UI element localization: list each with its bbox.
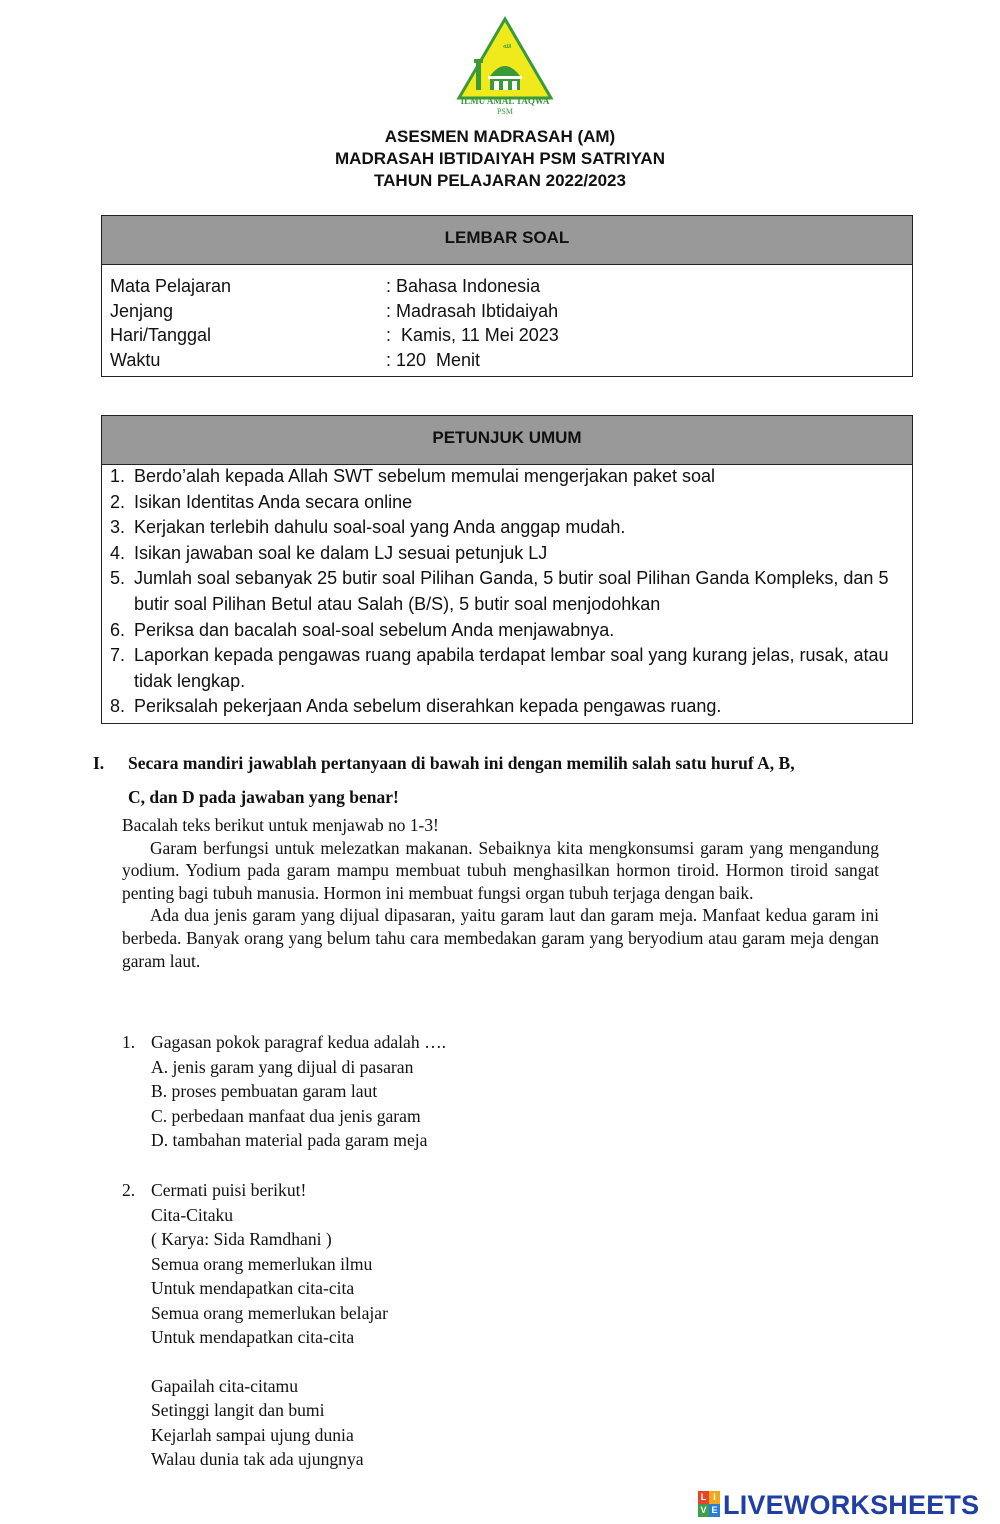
question-text: Cermati puisi berikut! — [151, 1180, 307, 1200]
petunjuk-umum-box — [101, 415, 913, 724]
question-number: 2. — [122, 1180, 136, 1200]
poem-line: Semua orang memerlukan belajar — [151, 1302, 388, 1323]
info-label: Jenjang — [110, 300, 174, 321]
instruction-number: 3. — [110, 517, 126, 538]
instruction-text: Laporkan kepada pengawas ruang apabila terdapat lembar soal yang kurang jelas, rusak, atau tidak lengkap. — [134, 645, 889, 691]
header-line-1: ASESMEN MADRASAH (AM) — [384, 127, 616, 146]
section-number: I. — [93, 753, 105, 773]
liveworksheets-logo — [698, 1488, 998, 1522]
instruction-item — [110, 515, 906, 541]
instruction-number: 8. — [110, 696, 126, 717]
info-label: Hari/Tanggal — [110, 325, 212, 345]
poem-line: Walau dunia tak ada ujungnya — [151, 1449, 364, 1470]
instruction-number: 6. — [110, 619, 126, 640]
instruction-item — [110, 490, 906, 516]
svg-text:ﷲ: ﷲ — [502, 42, 508, 50]
reading-passage — [122, 814, 879, 972]
option-a[interactable]: A. jenis garam yang dijual di pasaran — [151, 1056, 414, 1077]
header-line-2: MADRASAH IBTIDAIYAH PSM SATRIYAN — [335, 149, 665, 168]
school-logo — [454, 16, 556, 120]
reading-intro: Bacalah teks berikut untuk menjawab no 1-3! — [122, 815, 439, 835]
info-value: : 120 Menit — [386, 349, 481, 370]
instruction-text: Jumlah soal sebanyak 25 butir soal Pilihan Ganda, 5 butir soal Pilihan Ganda Kompleks, dan 5 butir soal Pilihan Betul atau Salah (B/S), 5 butir soal menjodohkan — [134, 568, 889, 614]
lembar-soal-title: LEMBAR SOAL — [102, 216, 912, 265]
option-c[interactable]: C. perbedaan manfaat dua jenis garam — [151, 1105, 421, 1126]
question-1 — [122, 1030, 882, 1153]
instruction-text: Isikan jawaban soal ke dalam LJ sesuai petunjuk LJ — [134, 542, 548, 563]
poem-title: Cita-Citaku — [151, 1204, 234, 1225]
badge-letter: E — [709, 1504, 720, 1517]
info-row-date — [110, 323, 890, 348]
stanza-gap — [151, 1350, 882, 1374]
instructions-list — [110, 464, 906, 720]
instruction-text: Periksalah pekerjaan Anda sebelum diserahkan kepada pengawas ruang. — [134, 696, 722, 717]
question-2 — [122, 1178, 882, 1472]
instruction-item — [110, 618, 906, 644]
info-row-time — [110, 348, 890, 373]
option-d[interactable]: D. tambahan material pada garam meja — [151, 1130, 428, 1150]
badge-letter: V — [698, 1504, 709, 1517]
option-b[interactable]: B. proses pembuatan garam laut — [151, 1081, 378, 1101]
liveworksheets-wordmark: LIVEWORKSHEETS — [723, 1490, 980, 1520]
document-header — [0, 126, 1000, 192]
question-number: 1. — [122, 1032, 136, 1052]
instruction-text: Isikan Identitas Anda secara online — [134, 491, 413, 512]
poem-line: Untuk mendapatkan cita-cita — [151, 1278, 355, 1298]
logo-subcaption: PSM — [496, 107, 513, 116]
info-value: : Madrasah Ibtidaiyah — [386, 300, 559, 321]
section-instruction-line-2: C, dan D pada jawaban yang benar! — [128, 787, 399, 807]
instruction-number: 4. — [110, 542, 126, 563]
instruction-item — [110, 464, 906, 490]
instruction-number: 7. — [110, 645, 126, 666]
poem-line: Gapailah cita-citamu — [151, 1375, 299, 1396]
section-instruction-line-1: Secara mandiri jawablah pertanyaan di bawah ini dengan memilih salah satu huruf A, B, — [128, 753, 795, 773]
info-row-subject — [110, 274, 890, 299]
reading-paragraph-1: Garam berfungsi untuk melezatkan makanan. Sebaiknya kita mengkonsumsi garam yang mengandung yodium. Yodium pada garam mampu membuat tubuh menghasilkan hormon tiroid. Hormon tiroid sangat penting bagi tubuh manusia. Hormon ini membuat fungsi organ tubuh terjaga dengan baik. — [122, 837, 879, 903]
info-row-level — [110, 299, 890, 324]
logo-caption: ILMU AMAL TAQWA — [460, 96, 550, 106]
instruction-item — [110, 694, 906, 720]
instruction-number: 5. — [110, 568, 126, 589]
live-badge-icon — [698, 1491, 720, 1517]
poem-line: Untuk mendapatkan cita-cita — [151, 1327, 355, 1347]
instruction-item — [110, 566, 906, 617]
instruction-text: Berdo’alah kepada Allah SWT sebelum memulai mengerjakan paket soal — [134, 466, 715, 486]
instruction-item — [110, 541, 906, 567]
instruction-text: Periksa dan bacalah soal-soal sebelum Anda menjawabnya. — [134, 619, 615, 640]
instruction-text: Kerjakan terlebih dahulu soal-soal yang Anda anggap mudah. — [134, 517, 626, 538]
poem-line: Semua orang memerlukan ilmu — [151, 1253, 373, 1274]
lembar-soal-box — [101, 215, 913, 377]
question-text: Gagasan pokok paragraf kedua adalah …. — [151, 1032, 447, 1052]
petunjuk-umum-title: PETUNJUK UMUM — [102, 416, 912, 465]
poem-line: Setinggi langit dan bumi — [151, 1400, 325, 1421]
instruction-item — [110, 643, 906, 694]
header-line-3: TAHUN PELAJARAN 2022/2023 — [374, 171, 626, 190]
info-label: Mata Pelajaran — [110, 276, 232, 296]
poem-line: Kejarlah sampai ujung dunia — [151, 1424, 354, 1445]
badge-letter: L — [698, 1491, 709, 1504]
reading-paragraph-2: Ada dua jenis garam yang dijual dipasaran, yaitu garam laut dan garam meja. Manfaat kedua garam ini berbeda. Banyak orang yang belum tahu cara membedakan garam yang beryodium atau garam meja dengan garam laut. — [122, 905, 879, 971]
info-label: Waktu — [110, 349, 161, 370]
identity-info — [110, 274, 890, 372]
poem-author: ( Karya: Sida Ramdhani ) — [151, 1229, 332, 1249]
info-value: : Bahasa Indonesia — [386, 276, 541, 296]
instruction-number: 1. — [110, 466, 126, 486]
section-heading — [93, 746, 913, 814]
badge-letter: I — [709, 1491, 720, 1504]
instruction-number: 2. — [110, 491, 126, 512]
info-value: : Kamis, 11 Mei 2023 — [386, 325, 559, 345]
